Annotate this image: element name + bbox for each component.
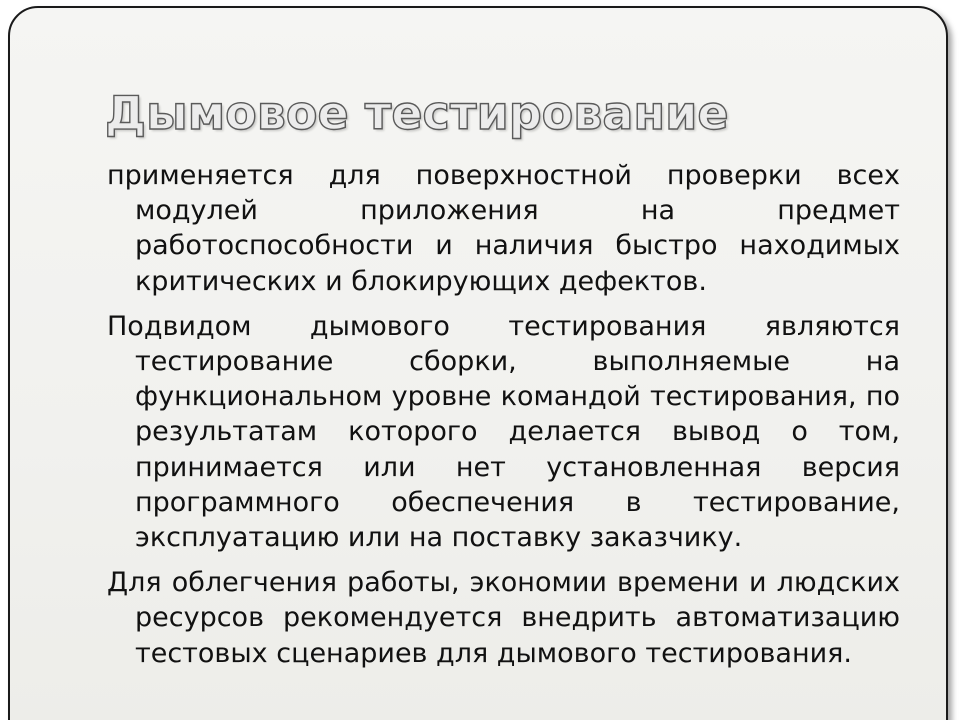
paragraph-build-testing: Подвидом дымового тестирования являются тестирование сборки, выполняемые на функциональном уровне командой тестирования, по результатам которого делается вывод о том, принимается или нет установленная версия программного обеспечения в тестирование, эксплуатацию или на поставку заказчику. xyxy=(107,310,900,554)
slide-body xyxy=(107,158,900,681)
slide-title: Дымовое тестирование xyxy=(105,86,729,140)
paragraph-automation: Для облегчения работы, экономии времени и людских ресурсов рекомендуется внедрить автоматизацию тестовых сценариев для дымового тестирования. xyxy=(107,567,900,669)
paragraph-smoke-definition: применяется для поверхностной проверки всех модулей приложения на предмет работоспособности и наличия быстро находимых критических и блокирующих дефектов. xyxy=(107,160,900,297)
